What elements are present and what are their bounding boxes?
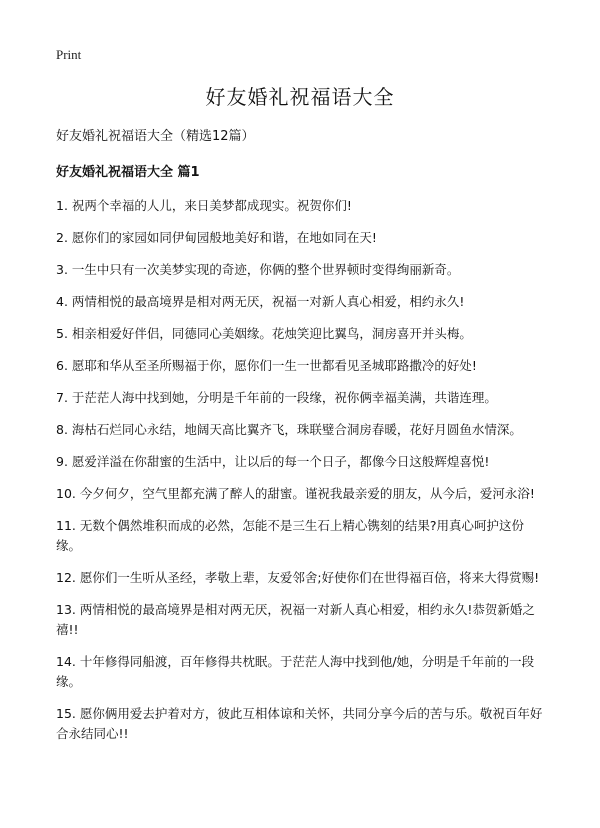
print-link[interactable]: Print [56,47,82,62]
list-item: 7. 于茫茫人海中找到她，分明是千年前的一段缘，祝你俩幸福美满，共谐连理。 [56,390,497,405]
list-item: 14. 十年修得同船渡，百年修得共枕眠。于茫茫人海中找到他/她，分明是千年前的一段缘。 [56,654,535,689]
list-item: 15. 愿你俩用爱去护着对方，彼此互相体谅和关怀，共同分享今后的苦与乐。敬祝百年好合永结同心!! [56,706,543,741]
list-item: 13. 两情相悦的最高境界是相对两无厌，祝福一对新人真心相爱，相约永久!恭贺新婚之禧!! [56,602,535,637]
list-item: 9. 愿爱洋溢在你甜蜜的生活中，让以后的每一个日子，都像今日这般辉煌喜悦! [56,454,490,469]
list-item: 4. 两情相悦的最高境界是相对两无厌，祝福一对新人真心相爱，相约永久! [56,294,465,309]
list-item: 6. 愿耶和华从至圣所赐福于你，愿你们一生一世都看见圣城耶路撒冷的好处! [56,358,477,373]
list-item: 11. 无数个偶然堆积而成的必然，怎能不是三生石上精心镌刻的结果?用真心呵护这份缘。 [56,518,524,553]
blessing-list [56,196,544,744]
list-item: 2. 愿你们的家园如同伊甸园般地美好和谐，在地如同在天! [56,230,377,245]
list-item: 3. 一生中只有一次美梦实现的奇迹，你俩的整个世界顿时变得绚丽新奇。 [56,262,460,277]
list-item: 1. 祝两个幸福的人儿，来日美梦都成现实。祝贺你们! [56,198,352,213]
list-item: 12. 愿你们一生听从圣经，孝敬上辈，友爱邻舍;好使你们在世得福百倍，将来大得赏赐! [56,570,540,585]
list-item: 8. 海枯石烂同心永结，地阔天高比翼齐飞，珠联璧合洞房春暖，花好月圆鱼水情深。 [56,422,522,437]
section-heading: 好友婚礼祝福语大全 篇1 [56,165,200,180]
list-item: 10. 今夕何夕，空气里都充满了醉人的甜蜜。谨祝我最亲爱的朋友，从今后，爱河永浴! [56,486,535,501]
list-item: 5. 相亲相爱好伴侣，同德同心美姻缘。花烛笑迎比翼鸟，洞房喜开并头梅。 [56,326,472,341]
page-title: 好友婚礼祝福语大全 [205,85,395,109]
document-subtitle: 好友婚礼祝福语大全（精选12篇） [56,129,255,144]
